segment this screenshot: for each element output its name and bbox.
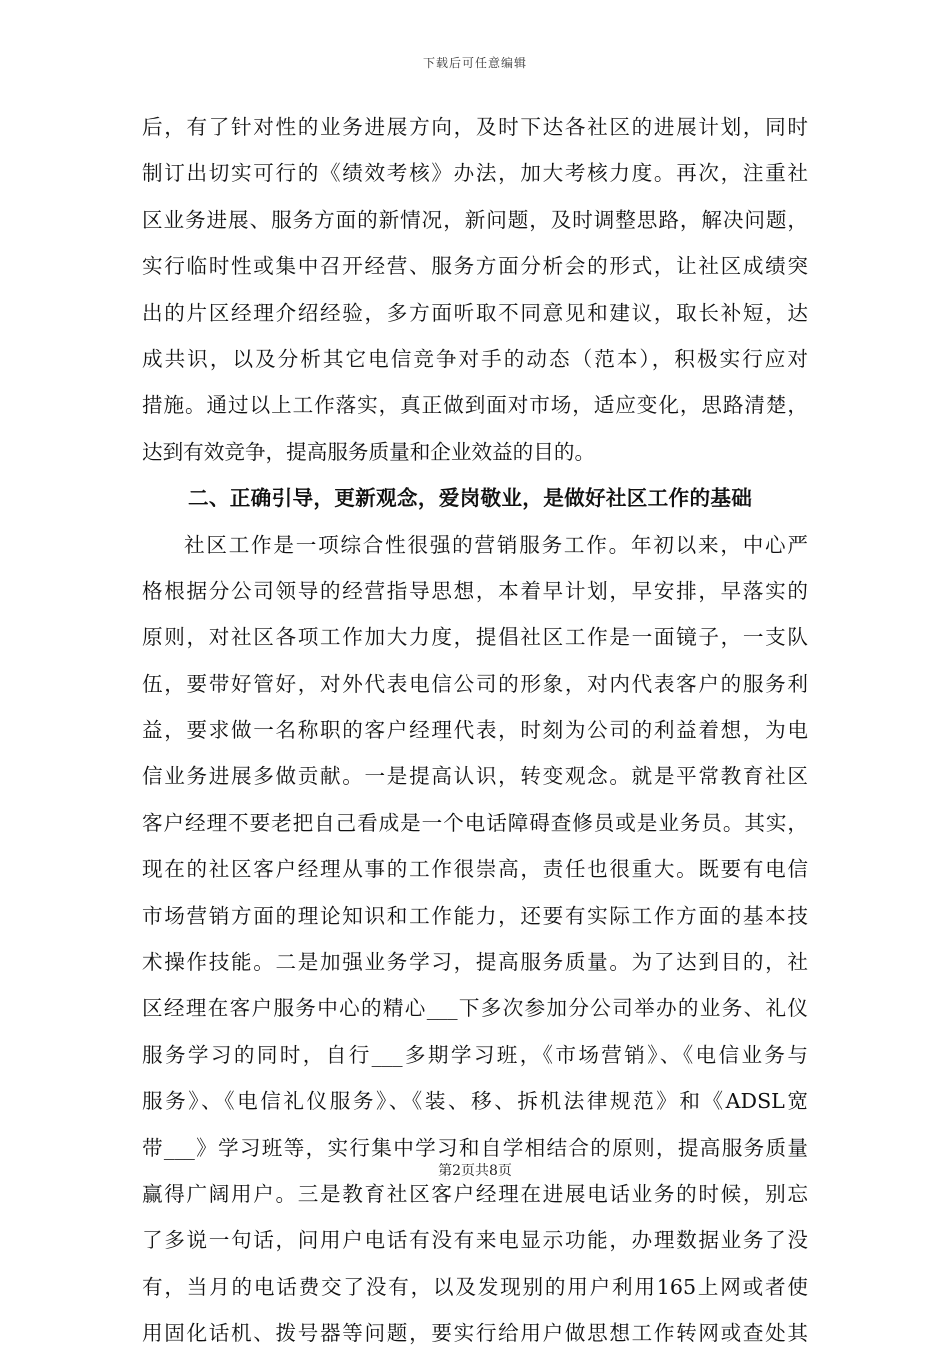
- body-line: 术操作技能。二是加强业务学习，提高服务质量。为了达到目的，社: [142, 950, 808, 975]
- body-line: 制订出切实可行的《绩效考核》办法，加大考核力度。再次，注重社: [142, 161, 808, 186]
- page-header: 下载后可任意编辑: [422, 56, 527, 70]
- body-line: 措施。通过以上工作落实，真正做到面对市场，适应变化，思路清楚，: [142, 393, 808, 418]
- body-line: 赢得广阔用户。三是教育社区客户经理在进展电话业务的时候，别忘: [142, 1181, 808, 1206]
- body-line: 有，当月的电话费交了没有，以及发现别的用户利用165上网或者使: [142, 1274, 808, 1299]
- body-line: 格根据分公司领导的经营指导思想，本着早计划，早安排，早落实的: [142, 578, 808, 603]
- body-line: 社区工作是一项综合性很强的营销服务工作。年初以来，中心严: [184, 532, 808, 557]
- body-line: 原则，对社区各项工作加大力度，提倡社区工作是一面镜子，一支队: [142, 625, 808, 650]
- body-line: 出的片区经理介绍经验，多方面听取不同意见和建议，取长补短，达: [142, 300, 808, 325]
- body-line: 伍，要带好管好，对外代表电信公司的形象，对内代表客户的服务利: [142, 671, 808, 696]
- body-line: 区经理在客户服务中心的精心___下多次参加分公司举办的业务、礼仪: [142, 996, 808, 1021]
- body-line: 市场营销方面的理论知识和工作能力，还要有实际工作方面的基本技: [142, 903, 808, 928]
- body-line: 现在的社区客户经理从事的工作很崇高，责任也很重大。既要有电信: [142, 857, 808, 882]
- body-line: 益，要求做一名称职的客户经理代表，时刻为公司的利益着想，为电: [142, 718, 808, 743]
- body-line: 服务学习的同时，自行___多期学习班，《市场营销》、《电信业务与: [142, 1042, 808, 1067]
- body-line: 信业务进展多做贡献。一是提高认识，转变观念。就是平常教育社区: [142, 764, 808, 789]
- body-line: 后，有了针对性的业务进展方向，及时下达各社区的进展计划，同时: [142, 115, 808, 139]
- body-line: 带___》学习班等，实行集中学习和自学相结合的原则，提高服务质量: [142, 1135, 808, 1160]
- section-heading: 二、正确引导，更新观念，爱岗敬业，是做好社区工作的基础: [188, 486, 753, 511]
- body-line: 服务》、《电信礼仪服务》、《装、移、拆机法律规范》和《ADSL宽: [142, 1089, 808, 1114]
- body-line: 达到有效竞争，提高服务质量和企业效益的目的。: [142, 439, 596, 464]
- body-line: 了多说一句话，问用户电话有没有来电显示功能，办理数据业务了没: [142, 1228, 808, 1253]
- body-line: 区业务进展、服务方面的新情况，新问题，及时调整思路，解决问题，: [142, 207, 808, 232]
- body-line: 客户经理不要老把自己看成是一个电话障碍查修员或是业务员。其实，: [142, 810, 808, 835]
- body-line: 实行临时性或集中召开经营、服务方面分析会的形式，让社区成绩突: [142, 254, 808, 279]
- page-number: 第2页共8页: [438, 1163, 512, 1179]
- body-line: 用固化话机、拨号器等问题，要实行给用户做思想工作转网或查处其: [142, 1321, 808, 1346]
- body-line: 成共识，以及分析其它电信竞争对手的动态（范本），积极实行应对: [142, 346, 808, 371]
